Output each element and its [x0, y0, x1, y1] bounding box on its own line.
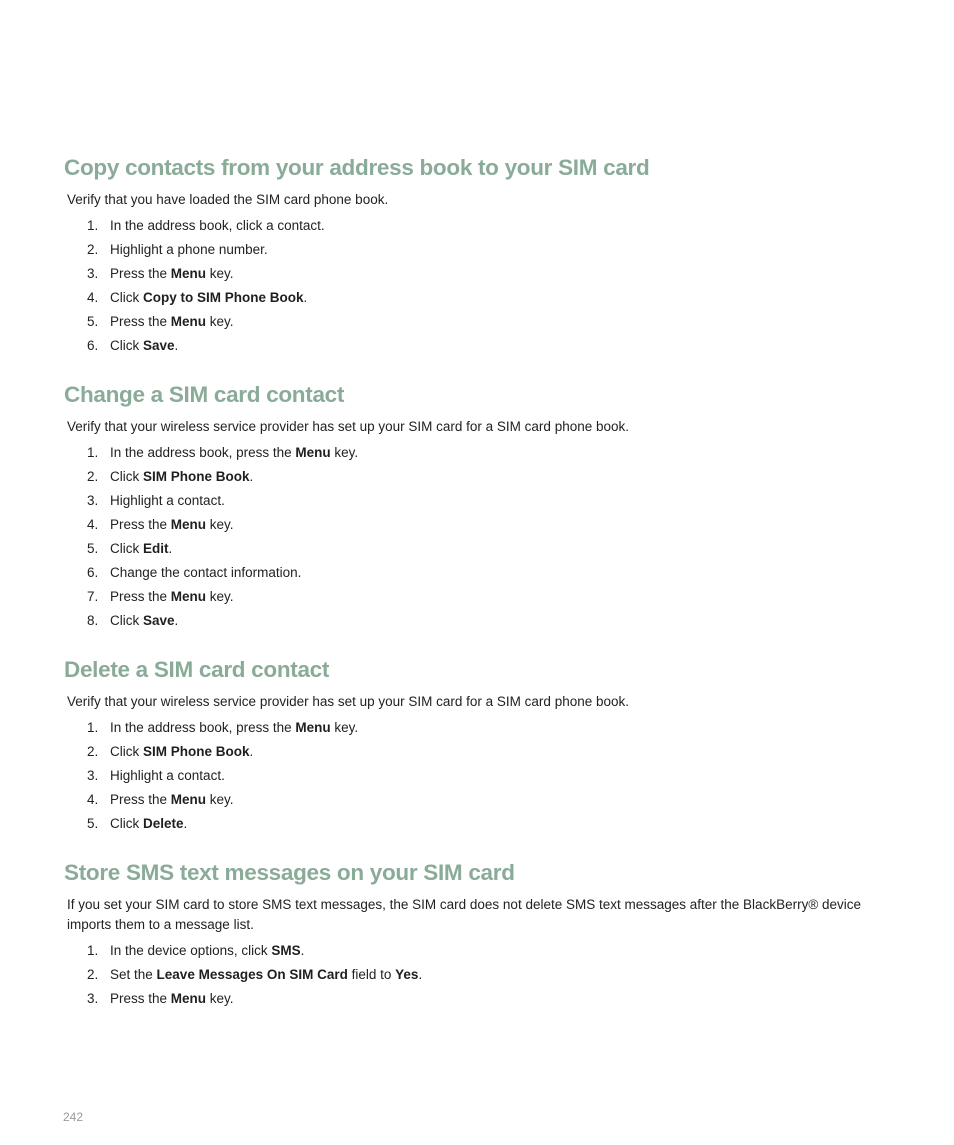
step-number: 1.	[87, 218, 99, 233]
step-text: Press the	[110, 792, 171, 807]
step-bold: Delete	[143, 816, 184, 831]
step-text: Press the	[110, 517, 171, 532]
list-item	[64, 740, 904, 764]
step-bold: SIM Phone Book	[143, 744, 250, 759]
step-text: .	[249, 744, 254, 759]
step-number: 4.	[87, 290, 99, 305]
list-item	[64, 561, 904, 585]
section-heading: Copy contacts from your address book to your SIM card	[64, 155, 650, 180]
step-text: key.	[206, 314, 234, 329]
step-number: 2.	[87, 967, 99, 982]
page-number: 242	[63, 1110, 84, 1124]
step-text: Click	[110, 744, 143, 759]
step-bold: SIM Phone Book	[143, 469, 250, 484]
step-bold: Menu	[295, 720, 331, 735]
step-text: In the address book, press the	[110, 445, 296, 460]
step-number: 4.	[87, 517, 99, 532]
step-bold: SMS	[271, 943, 301, 958]
section-heading: Delete a SIM card contact	[64, 657, 330, 682]
section-intro: If you set your SIM card to store SMS text messages, the SIM card does not delete SMS text messages after the BlackBerry® device imports them to a message list.	[67, 897, 862, 932]
list-item	[64, 716, 904, 740]
steps-list	[64, 716, 904, 836]
steps-list	[64, 939, 904, 1011]
step-text: Change the contact information.	[110, 565, 302, 580]
step-text: .	[168, 541, 173, 556]
step-text: Highlight a contact.	[110, 768, 225, 783]
step-text: In the address book, press the	[110, 720, 296, 735]
step-number: 6.	[87, 338, 99, 353]
list-item	[64, 489, 904, 513]
step-text: Click	[110, 613, 143, 628]
step-text: Click	[110, 541, 143, 556]
list-item	[64, 537, 904, 561]
step-number: 3.	[87, 266, 99, 281]
step-text: .	[303, 290, 308, 305]
step-number: 8.	[87, 613, 99, 628]
step-number: 3.	[87, 768, 99, 783]
section-change-contact	[64, 381, 904, 633]
step-text: .	[183, 816, 188, 831]
step-text: Click	[110, 469, 143, 484]
step-number: 1.	[87, 720, 99, 735]
list-item	[64, 585, 904, 609]
list-item	[64, 214, 904, 238]
list-item	[64, 939, 904, 963]
step-bold: Save	[143, 338, 175, 353]
step-number: 1.	[87, 943, 99, 958]
list-item	[64, 286, 904, 310]
list-item	[64, 764, 904, 788]
section-intro: Verify that you have loaded the SIM card phone book.	[67, 192, 389, 207]
step-text: key.	[330, 720, 359, 735]
step-number: 3.	[87, 991, 99, 1006]
step-text: In the device options, click	[110, 943, 272, 958]
section-intro: Verify that your wireless service provider has set up your SIM card for a SIM card phone book.	[67, 694, 630, 709]
section-heading: Store SMS text messages on your SIM card	[64, 860, 515, 885]
list-item	[64, 788, 904, 812]
step-text: key.	[206, 589, 234, 604]
step-text: Highlight a contact.	[110, 493, 225, 508]
list-item	[64, 812, 904, 836]
list-item	[64, 441, 904, 465]
steps-list	[64, 441, 904, 633]
section-intro: Verify that your wireless service provider has set up your SIM card for a SIM card phone book.	[67, 419, 630, 434]
step-bold: Menu	[170, 589, 207, 604]
step-number: 1.	[87, 445, 99, 460]
list-item	[64, 238, 904, 262]
step-text: Press the	[110, 266, 171, 281]
section-store-sms	[64, 859, 904, 1011]
step-text: .	[249, 469, 254, 484]
section-heading: Change a SIM card contact	[64, 382, 345, 407]
list-item	[64, 963, 904, 987]
step-text: Click	[110, 338, 143, 353]
step-number: 5.	[87, 314, 99, 329]
step-bold: Menu	[295, 445, 331, 460]
step-text: key.	[206, 991, 234, 1006]
step-number: 3.	[87, 493, 99, 508]
list-item	[64, 334, 904, 358]
list-item	[64, 987, 904, 1011]
step-text: field to	[347, 967, 396, 982]
step-number: 2.	[87, 744, 99, 759]
step-number: 6.	[87, 565, 99, 580]
step-number: 7.	[87, 589, 99, 604]
step-number: 2.	[87, 469, 99, 484]
step-text: In the address book, click a contact.	[110, 218, 325, 233]
steps-list	[64, 214, 904, 358]
step-bold: Menu	[170, 991, 207, 1006]
list-item	[64, 609, 904, 633]
step-text: Press the	[110, 589, 171, 604]
list-item	[64, 310, 904, 334]
step-bold: Menu	[170, 266, 207, 281]
step-bold: Menu	[170, 517, 207, 532]
section-copy-contacts	[64, 154, 904, 358]
step-text: Click	[110, 290, 143, 305]
step-number: 4.	[87, 792, 99, 807]
step-bold: Edit	[143, 541, 169, 556]
list-item	[64, 465, 904, 489]
step-bold: Yes	[395, 967, 419, 982]
step-bold: Menu	[170, 314, 207, 329]
step-bold: Copy to SIM Phone Book	[143, 290, 304, 305]
step-bold: Menu	[170, 792, 207, 807]
step-text: Click	[110, 816, 143, 831]
step-text: key.	[206, 517, 234, 532]
step-text: .	[174, 613, 179, 628]
step-text: key.	[206, 792, 234, 807]
step-text: Press the	[110, 991, 171, 1006]
step-bold: Save	[143, 613, 175, 628]
step-text: .	[174, 338, 179, 353]
step-bold: Leave Messages On SIM Card	[156, 967, 348, 982]
step-text: Highlight a phone number.	[110, 242, 268, 257]
step-text: .	[418, 967, 423, 982]
list-item	[64, 262, 904, 286]
step-text: Press the	[110, 314, 171, 329]
step-number: 5.	[87, 541, 99, 556]
list-item	[64, 513, 904, 537]
step-text: key.	[206, 266, 234, 281]
step-number: 5.	[87, 816, 99, 831]
step-text: .	[300, 943, 305, 958]
step-text: key.	[330, 445, 359, 460]
step-number: 2.	[87, 242, 99, 257]
section-delete-contact	[64, 656, 904, 836]
step-text: Set the	[110, 967, 157, 982]
